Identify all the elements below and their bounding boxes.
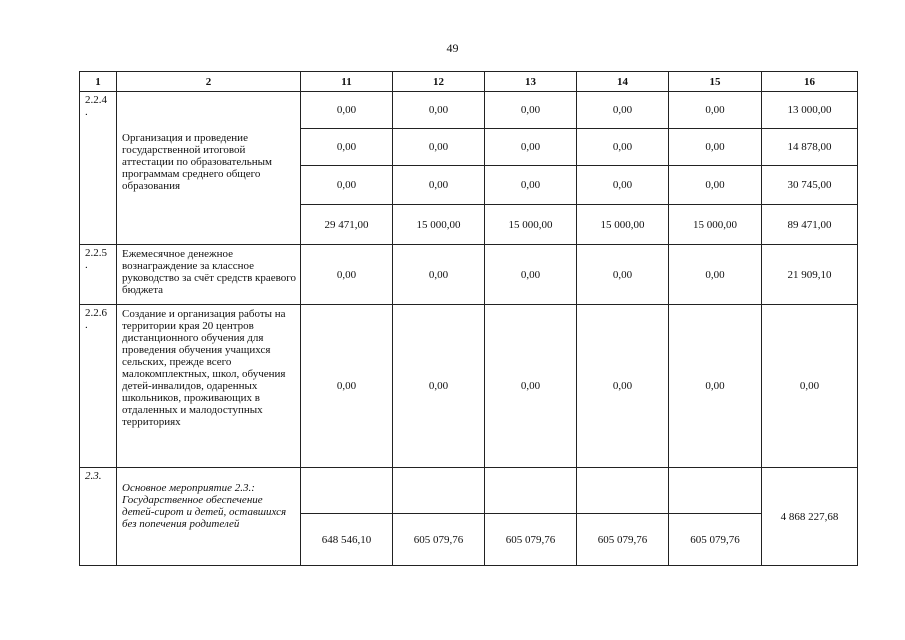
row-description: Ежемесячное денежное вознаграждение за классное руководство за счёт средств краевого бюджета bbox=[117, 245, 301, 305]
row-code-text: 2.2.5 . bbox=[85, 247, 107, 271]
row-code bbox=[80, 92, 117, 245]
cell-value: 605 079,76 bbox=[393, 514, 485, 566]
cell-value: 14 878,00 bbox=[762, 129, 858, 166]
cell-value: 605 079,76 bbox=[577, 514, 669, 566]
cell-value: 0,00 bbox=[301, 166, 393, 205]
cell-empty bbox=[485, 468, 577, 514]
header-col-1: 1 bbox=[80, 72, 117, 92]
page-number: 49 bbox=[446, 41, 459, 55]
cell-value: 605 079,76 bbox=[485, 514, 577, 566]
cell-empty bbox=[669, 468, 762, 514]
cell-value: 0,00 bbox=[577, 129, 669, 166]
row-code-text: 2.2.4 . bbox=[85, 94, 107, 118]
cell-value: 0,00 bbox=[577, 166, 669, 205]
cell-value: 30 745,00 bbox=[762, 166, 858, 205]
cell-value: 0,00 bbox=[301, 305, 393, 468]
cell-value: 0,00 bbox=[393, 245, 485, 305]
cell-value: 0,00 bbox=[485, 305, 577, 468]
cell-value: 0,00 bbox=[393, 166, 485, 205]
row-code: 2.3. bbox=[80, 468, 117, 566]
cell-value: 0,00 bbox=[577, 245, 669, 305]
cell-value: 0,00 bbox=[393, 129, 485, 166]
cell-empty bbox=[301, 468, 393, 514]
cell-value: 0,00 bbox=[577, 92, 669, 129]
row-description-text: Организация и проведение государственной итоговой аттестации по образовательным программам среднего общего образования bbox=[122, 132, 272, 192]
cell-value: 0,00 bbox=[669, 245, 762, 305]
cell-value: 0,00 bbox=[393, 92, 485, 129]
row-code-text: 2.2.6 . bbox=[85, 307, 107, 331]
cell-total: 4 868 227,68 bbox=[762, 468, 858, 566]
cell-value: 0,00 bbox=[669, 305, 762, 468]
cell-value: 15 000,00 bbox=[485, 205, 577, 245]
cell-value: 0,00 bbox=[485, 129, 577, 166]
cell-value: 0,00 bbox=[762, 305, 858, 468]
table-row bbox=[80, 468, 858, 514]
row-description: Создание и организация работы на территории края 20 центров дистанционного обучения для проведения обучения учащихся сельских, прежде всего малокомплектных, школ, обучения детей-инвалидов, одаренных школьников, проживающих в отдаленных и малодоступных территориях bbox=[117, 305, 301, 468]
budget-table bbox=[79, 71, 858, 566]
cell-value: 0,00 bbox=[669, 92, 762, 129]
row-code bbox=[80, 245, 117, 305]
header-col-11: 11 bbox=[301, 72, 393, 92]
header-col-12: 12 bbox=[393, 72, 485, 92]
cell-value: 0,00 bbox=[669, 129, 762, 166]
cell-value: 15 000,00 bbox=[577, 205, 669, 245]
cell-empty bbox=[577, 468, 669, 514]
cell-value: 29 471,00 bbox=[301, 205, 393, 245]
cell-value: 0,00 bbox=[301, 245, 393, 305]
cell-value: 89 471,00 bbox=[762, 205, 858, 245]
cell-value: 0,00 bbox=[301, 129, 393, 166]
table-row bbox=[80, 92, 858, 129]
cell-value: 0,00 bbox=[485, 92, 577, 129]
cell-empty bbox=[393, 468, 485, 514]
cell-value: 648 546,10 bbox=[301, 514, 393, 566]
cell-value: 15 000,00 bbox=[393, 205, 485, 245]
cell-value: 13 000,00 bbox=[762, 92, 858, 129]
header-col-13: 13 bbox=[485, 72, 577, 92]
header-col-14: 14 bbox=[577, 72, 669, 92]
cell-value: 0,00 bbox=[577, 305, 669, 468]
cell-value: 15 000,00 bbox=[669, 205, 762, 245]
cell-value: 0,00 bbox=[485, 166, 577, 205]
cell-value: 21 909,10 bbox=[762, 245, 858, 305]
cell-value: 0,00 bbox=[393, 305, 485, 468]
row-code bbox=[80, 305, 117, 468]
header-row bbox=[80, 72, 858, 92]
row-description: Основное мероприятие 2.3.: Государственное обеспечение детей-сирот и детей, оставшихся без попечения родителей bbox=[117, 468, 301, 566]
row-description bbox=[117, 92, 301, 245]
header-col-16: 16 bbox=[762, 72, 858, 92]
header-col-15: 15 bbox=[669, 72, 762, 92]
table-row bbox=[80, 305, 858, 468]
cell-value: 605 079,76 bbox=[669, 514, 762, 566]
table-row bbox=[80, 245, 858, 305]
cell-value: 0,00 bbox=[669, 166, 762, 205]
header-col-2: 2 bbox=[117, 72, 301, 92]
cell-value: 0,00 bbox=[301, 92, 393, 129]
cell-value: 0,00 bbox=[485, 245, 577, 305]
